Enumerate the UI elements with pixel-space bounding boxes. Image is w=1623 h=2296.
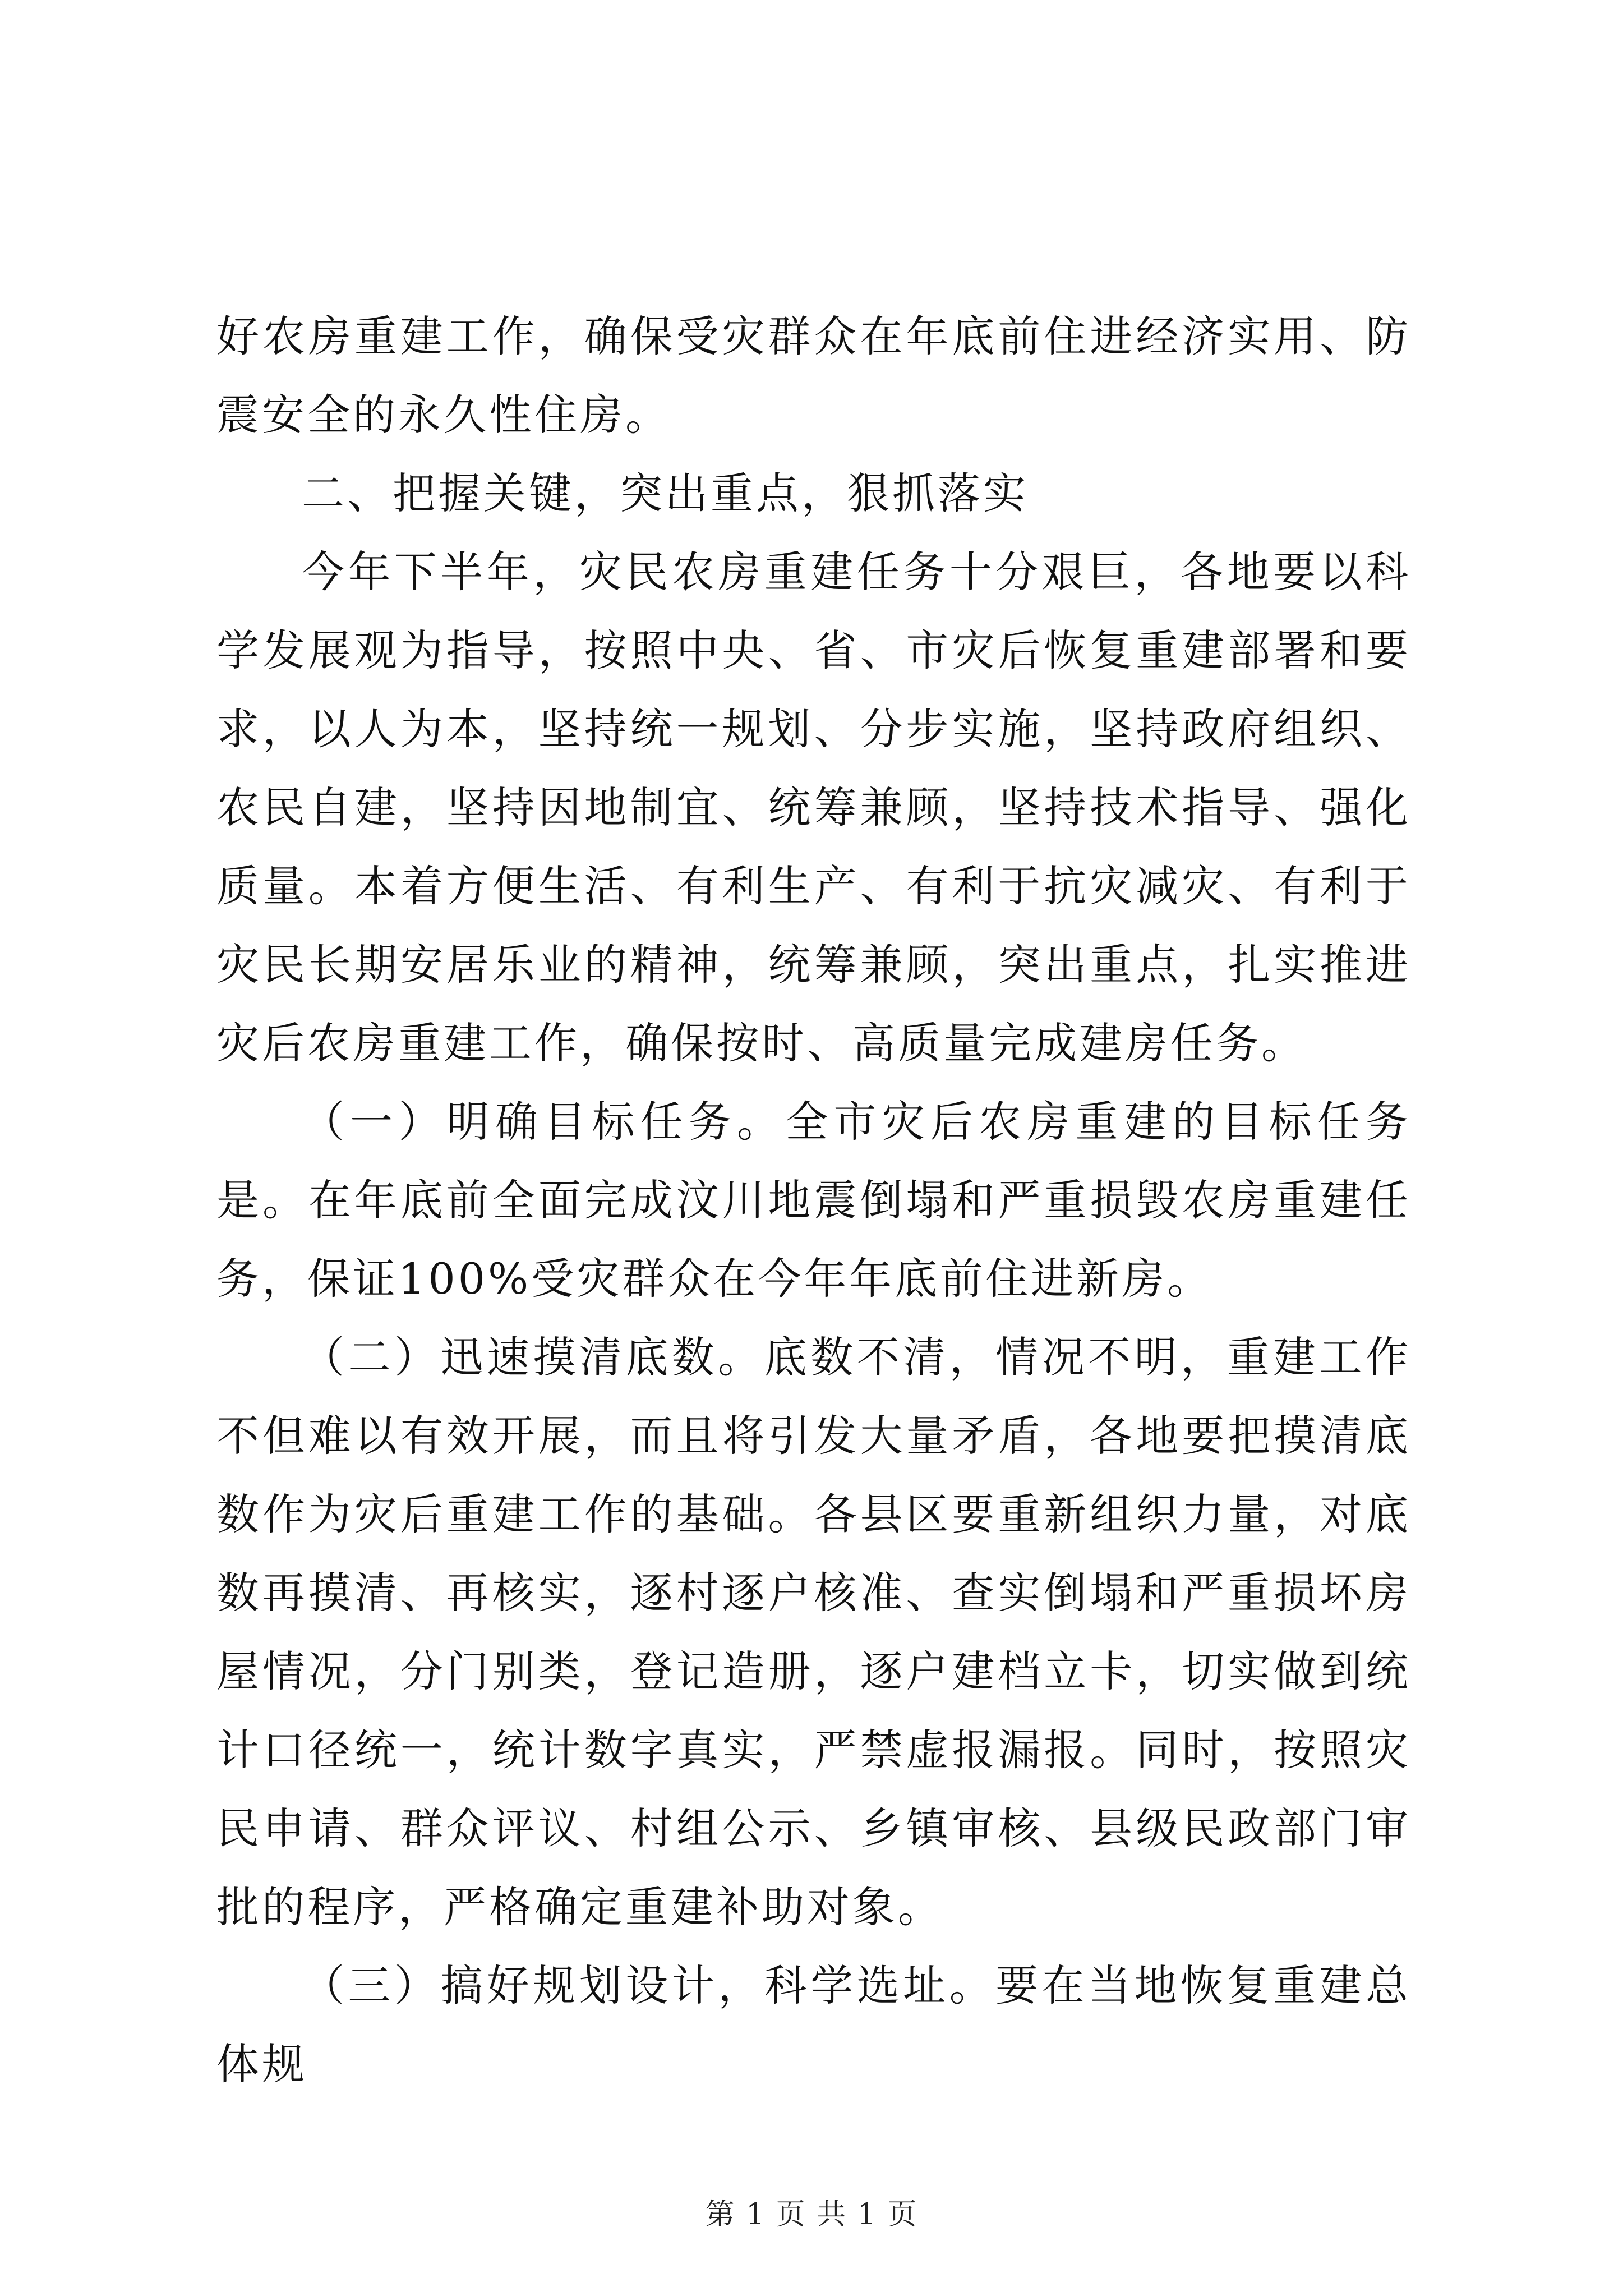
paragraph-item-2: （二）迅速摸清底数。底数不清，情况不明，重建工作不但难以有效开展，而且将引发大量矛盾，各地要把摸清底数作为灾后重建工作的基础。各县区要重新组织力量，对底数再摸清、再核实，逐村逐户核准、查实倒塌和严重损坏房屋情况，分门别类，登记造册，逐户建档立卡，切实做到统计口径统一，统计数字真实，严禁虚报漏报。同时，按照灾民申请、群众评议、村组公示、乡镇审核、县级民政部门审批的程序，严格确定重建补助对象。 [216, 1332, 1411, 1932]
document-body [216, 297, 1411, 2104]
page-number-footer: 第 1 页 共 1 页 [705, 2198, 918, 2231]
section-heading: 二、把握关键，突出重点，狠抓落实 [302, 468, 1029, 518]
paragraph-item-3: （三）搞好规划设计，科学选址。要在当地恢复重建总体规 [216, 1961, 1411, 2089]
paragraph-continuation: 好农房重建工作，确保受灾群众在年底前住进经济实用、防震安全的永久性住房。 [216, 311, 1411, 440]
paragraph-intro: 今年下半年，灾民农房重建任务十分艰巨，各地要以科学发展观为指导，按照中央、省、市灾后恢复重建部署和要求，以人为本，坚持统一规划、分步实施，坚持政府组织、农民自建，坚持因地制宜、统筹兼顾，坚持技术指导、强化质量。本着方便生活、有利生产、有利于抗灾减灾、有利于灾民长期安居乐业的精神，统筹兼顾，突出重点，扎实推进灾后农房重建工作，确保按时、高质量完成建房任务。 [216, 547, 1411, 1068]
paragraph-item-1: （一）明确目标任务。全市灾后农房重建的目标任务是。在年底前全面完成汶川地震倒塌和严重损毁农房重建任务，保证100%受灾群众在今年年底前住进新房。 [216, 1097, 1411, 1304]
